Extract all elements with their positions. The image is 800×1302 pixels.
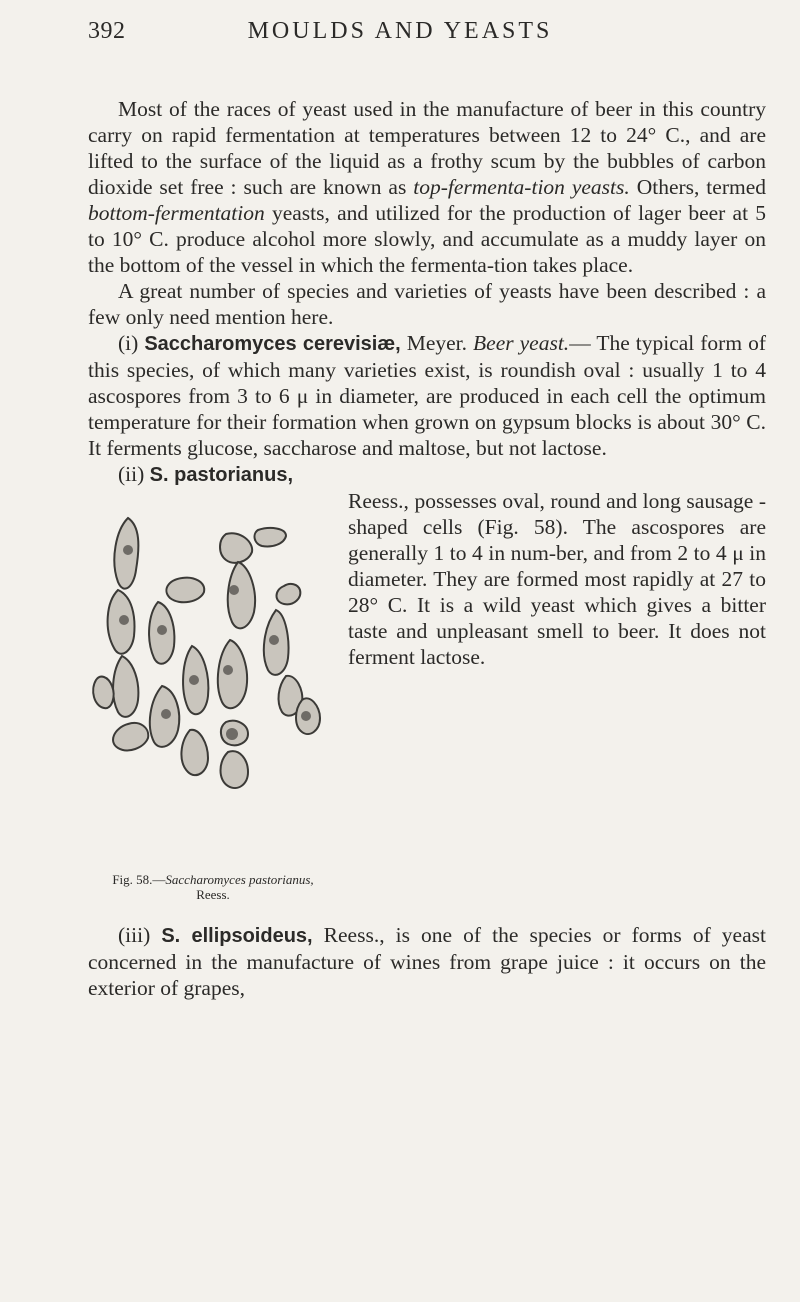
item-number: (ii) [118, 462, 150, 486]
common-name: Beer yeast. [473, 331, 570, 355]
yeast-cell [221, 751, 249, 788]
yeast-cell [93, 677, 113, 709]
caption-label: Fig. 58.— [112, 872, 166, 887]
text-run: Reess., is one of the species or forms of yeast concerned in the manufacture of wines from grape juice : it occurs on the exterior of grapes, [88, 923, 766, 1000]
running-head: MOULDS AND YEASTS [247, 18, 553, 44]
item-number: (iii) [118, 923, 162, 947]
paragraph-species-intro: A great number of species and varieties of yeasts have been described : a few only need mention here. [88, 279, 766, 329]
yeast-cell [218, 640, 247, 708]
yeast-cell [277, 584, 301, 604]
yeast-cells-illustration [88, 490, 338, 870]
species-name: S. ellipsoideus, [161, 925, 313, 947]
paragraph-pastorianus [88, 461, 766, 488]
text-run: Meyer. [400, 331, 474, 355]
paragraph-top-fermentation [88, 96, 766, 278]
species-name: S. pastorianus, [149, 464, 294, 486]
figure-58 [88, 490, 338, 922]
ascospore [223, 665, 233, 675]
page-number: 392 [88, 18, 126, 44]
figure-caption [88, 872, 338, 902]
page-body [88, 96, 766, 1001]
ascospore [189, 675, 199, 685]
ascospore [119, 615, 129, 625]
yeast-cell [255, 528, 286, 547]
yeast-cell [228, 562, 255, 628]
term-bottom-fermentation: bottom-fermentation [88, 201, 265, 225]
caption-species: Saccharomyces pastorianus, [165, 872, 314, 887]
ascospore [161, 709, 171, 719]
text-run: yeasts, and utilized for the production of lager beer at 5 to 10° C. produce alcohol more slowly, and accumulate as a muddy layer on the bottom of the vessel in which the fermenta-tion takes place. [88, 201, 766, 277]
paragraph-cerevisiae [88, 330, 766, 461]
text-run: — The typical form of this species, of which many varieties exist, is roundish oval : usually 1 to 4 ascospores from 3 to 6 μ in diameter, are produced in each cell the optimum temperature for their formation when grown on gypsum blocks is about 30° C. It ferments glucose, saccharose and maltose, but not lactose. [88, 331, 766, 460]
ascospore [226, 728, 238, 740]
item-number: (i) [118, 331, 145, 355]
yeast-cell [181, 730, 208, 775]
ascospore [157, 625, 167, 635]
yeast-cell [113, 656, 138, 717]
paragraph-ellipsoideus [88, 922, 766, 1001]
ascospore [123, 545, 133, 555]
page-header [0, 18, 800, 58]
yeast-cell [113, 723, 148, 750]
yeast-cell [166, 578, 204, 603]
term-top-fermentation: top-fermenta-tion yeasts. [413, 175, 630, 199]
species-name: Saccharomyces cerevisiæ, [144, 333, 401, 355]
text-run: Others, termed [629, 175, 767, 199]
yeast-cell [220, 533, 252, 563]
ascospore [229, 585, 239, 595]
ascospore [301, 711, 311, 721]
caption-author: Reess. [196, 887, 230, 902]
paragraph-pastorianus-body: Reess., possesses oval, round and long sausage - shaped cells (Fig. 58). The ascospores are generally 1 to 4 in num-ber, and from 2 to 4 μ in diameter. They are formed most rapidly at 27 to 28° C. It is a wild yeast which gives a bitter taste and unpleasant smell to beer. It does not ferment lactose. [348, 489, 766, 669]
ascospore [269, 635, 279, 645]
text-run: Most of the races of yeast used in the manufacture of beer in this country carry on rapid fermentation at temperatures between 12 to 24° C., and are lifted to the surface of the liquid as a frothy scum by the bubbles of carbon dioxide set free : such are known as [88, 97, 766, 199]
